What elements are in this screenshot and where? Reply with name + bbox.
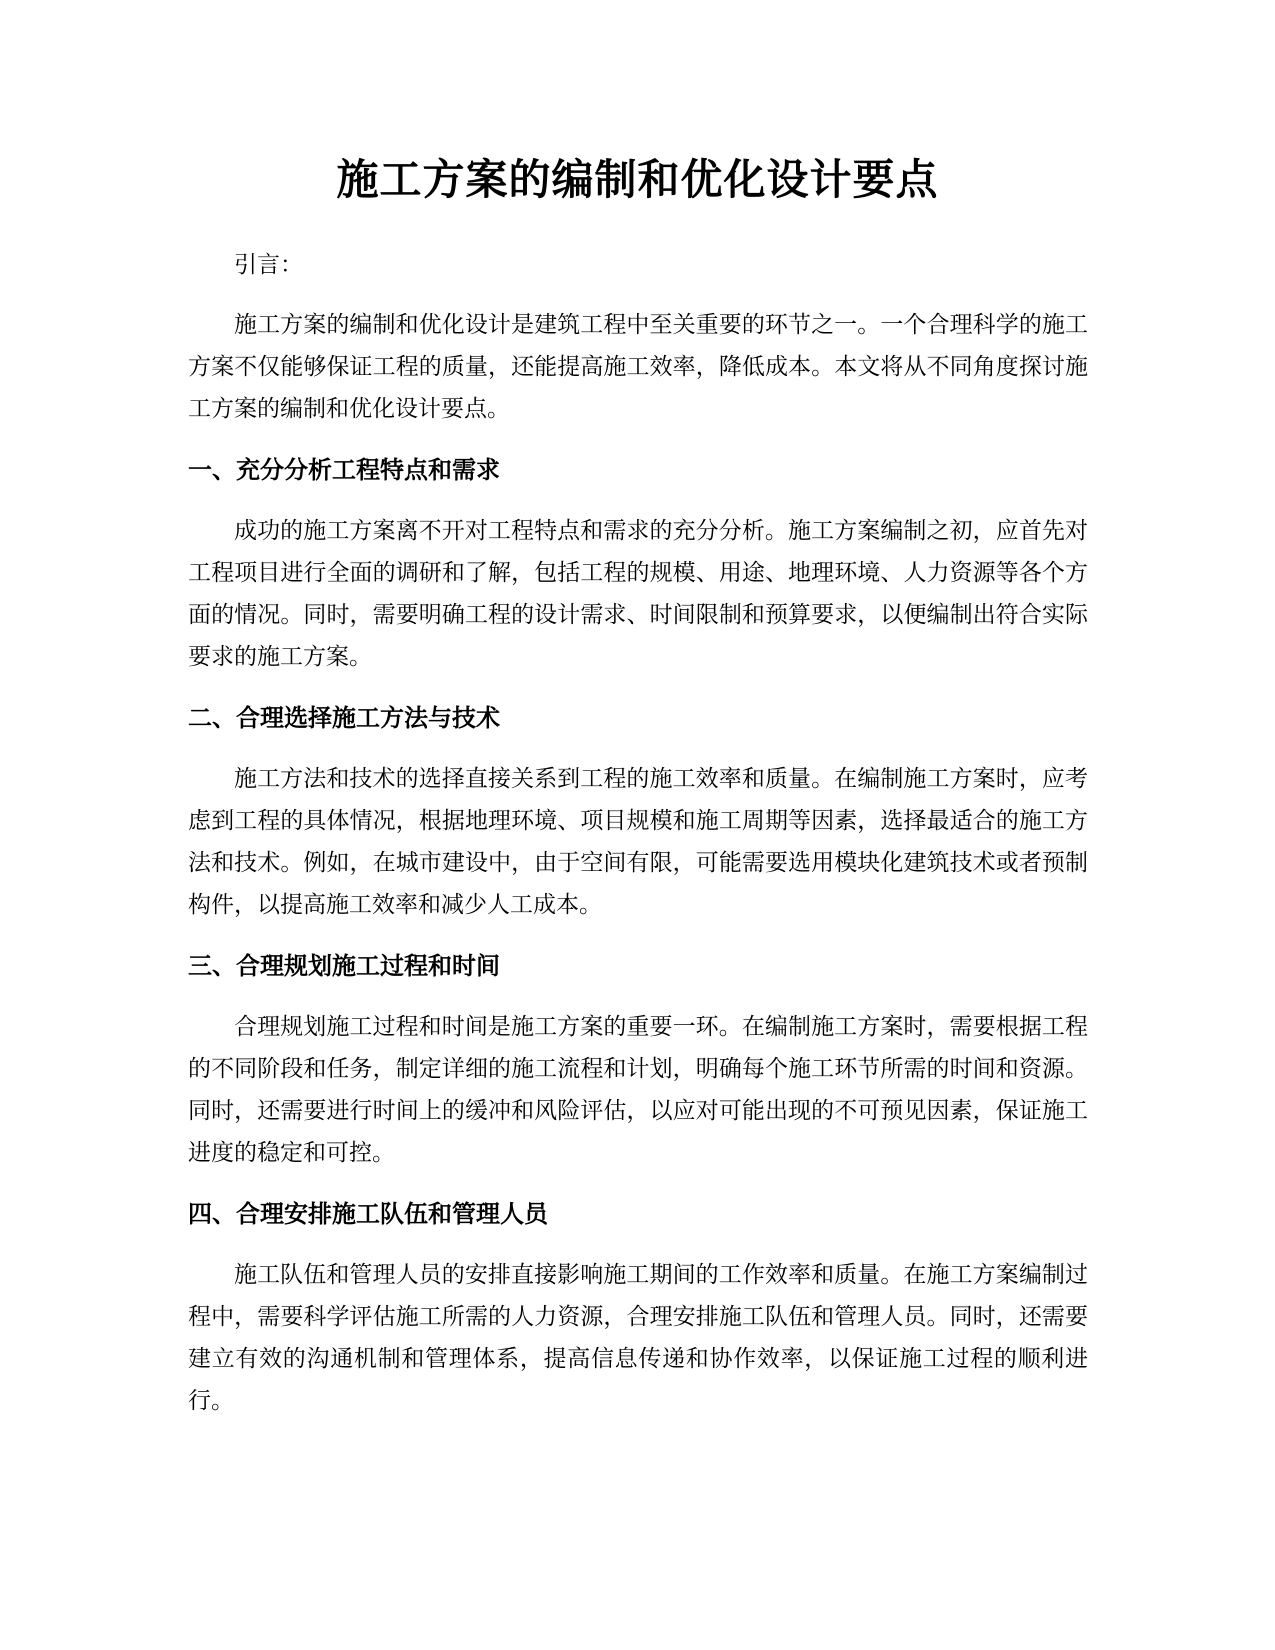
section-heading: 二、合理选择施工方法与技术: [188, 704, 500, 732]
intro-paragraph: 施工方案的编制和优化设计是建筑工程中至关重要的环节之一。一个合理科学的施工方案不仅能够保证工程的质量，还能提高施工效率，降低成本。本文将从不同角度探讨施工方案的编制和优化设计要点。: [188, 312, 1088, 422]
section-heading: 一、充分分析工程特点和需求: [188, 456, 500, 484]
section-paragraph: 成功的施工方案离不开对工程特点和需求的充分分析。施工方案编制之初，应首先对工程项目进行全面的调研和了解，包括工程的规模、用途、地理环境、人力资源等各个方面的情况。同时，需要明确工程的设计需求、时间限制和预算要求，以便编制出符合实际要求的施工方案。: [188, 518, 1088, 670]
intro-label: 引言：: [234, 252, 303, 278]
section-4: [188, 1194, 1088, 1422]
section-3: [188, 946, 1088, 1174]
section-paragraph: 施工方法和技术的选择直接关系到工程的施工效率和质量。在编制施工方案时，应考虑到工程的具体情况，根据地理环境、项目规模和施工周期等因素，选择最适合的施工方法和技术。例如，在城市建设中，由于空间有限，可能需要选用模块化建筑技术或者预制构件，以提高施工效率和减少人工成本。: [188, 766, 1088, 918]
document-title: 施工方案的编制和优化设计要点: [336, 155, 939, 204]
section-paragraph: 合理规划施工过程和时间是施工方案的重要一环。在编制施工方案时，需要根据工程的不同阶段和任务，制定详细的施工流程和计划，明确每个施工环节所需的时间和资源。同时，还需要进行时间上的缓冲和风险评估，以应对可能出现的不可预见因素，保证施工进度的稳定和可控。: [188, 1014, 1088, 1166]
section-heading: 三、合理规划施工过程和时间: [188, 952, 500, 980]
document-body: [188, 244, 1088, 1422]
section-heading: 四、合理安排施工队伍和管理人员: [188, 1200, 548, 1228]
section-paragraph: 施工队伍和管理人员的安排直接影响施工期间的工作效率和质量。在施工方案编制过程中，需要科学评估施工所需的人力资源，合理安排施工队伍和管理人员。同时，还需要建立有效的沟通机制和管理体系，提高信息传递和协作效率，以保证施工过程的顺利进行。: [188, 1262, 1088, 1414]
section-1: [188, 450, 1088, 678]
section-2: [188, 698, 1088, 926]
